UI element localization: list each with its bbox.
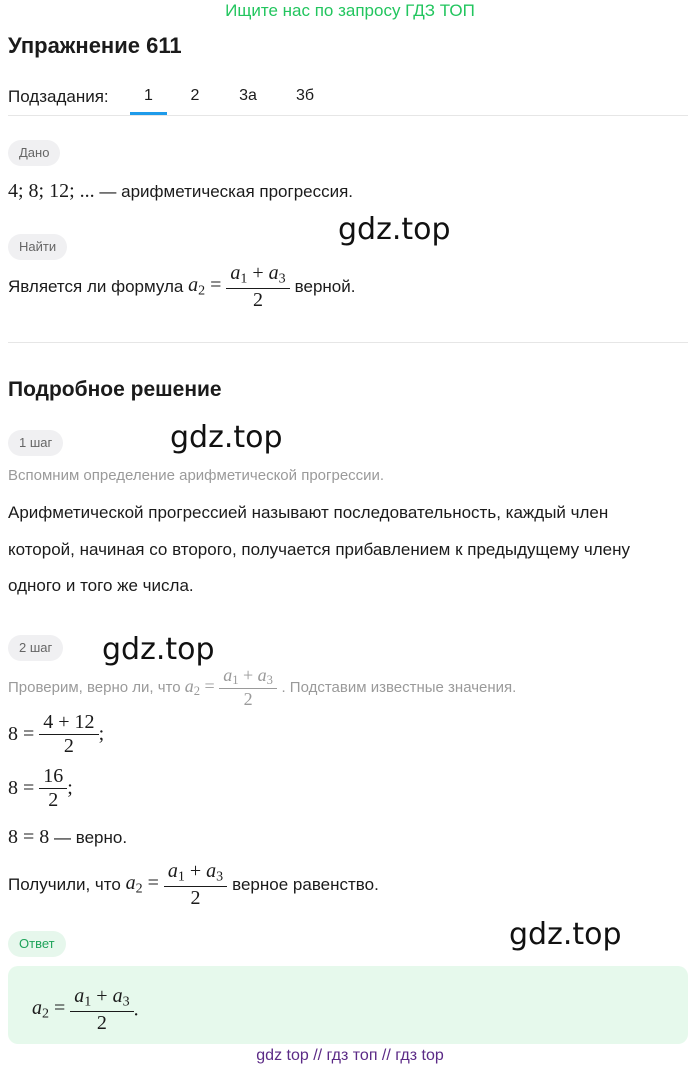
find-suffix: верной. xyxy=(294,276,356,296)
page-title: Упражнение 611 xyxy=(8,33,182,58)
tab-1[interactable]: 1 xyxy=(144,87,153,104)
equation-1: 8 = $\frac{4 + 12}{2}$ ; xyxy=(8,711,105,757)
tab-3b[interactable]: 3б xyxy=(295,87,315,104)
find-prefix: Является ли формула xyxy=(8,276,189,296)
subtasks-label: Подзадания: xyxy=(8,87,109,106)
equation-2: 8 = $\frac{16}{2}$ ; xyxy=(8,765,73,811)
fraction: $\frac{a_1 + a_3}{2}$ xyxy=(226,262,289,312)
given-text: — арифметическая прогрессия. xyxy=(94,182,354,201)
equation-3: 8 = 8 — верно. xyxy=(8,826,128,848)
watermark: gdz.top xyxy=(102,632,215,667)
given-statement xyxy=(8,180,353,203)
sequence: 4; 8; 12; ... xyxy=(8,180,95,202)
step1-badge: 1 шаг xyxy=(8,430,63,456)
find-badge: Найти xyxy=(8,234,67,260)
answer-formula: $a_2$ = $\frac{a_1 + a_3}{2}$ . xyxy=(32,985,139,1034)
solution-heading: Подробное решение xyxy=(8,378,222,401)
step2-badge: 2 шаг xyxy=(8,635,63,661)
watermark: gdz.top xyxy=(338,212,451,247)
formula-result: $a_2$ = $\frac{a_1 + a_3}{2}$ xyxy=(126,872,233,894)
step1-line2: которой, начиная со второго, получается прибавлением к предыдущему члену xyxy=(8,540,631,559)
formula-find: $a_2$ = $\frac{a_1 + a_3}{2}$ xyxy=(188,274,295,296)
step1-line3: одного и того же числа. xyxy=(8,576,194,595)
divider xyxy=(8,115,688,116)
given-badge: Дано xyxy=(8,140,60,166)
formula-hint: $a_2$ = $\frac{a_1 + a_3}{2}$ xyxy=(185,676,282,696)
watermark: gdz.top xyxy=(170,420,283,455)
watermark: gdz.top xyxy=(509,917,622,952)
divider xyxy=(8,342,688,343)
result-statement: Получили, что $a_2$ = $\frac{a_1 + a_3}{2}$ верное равенство. xyxy=(8,860,379,909)
step1-line1: Арифметической прогрессией называют последовательность, каждый член xyxy=(8,503,609,522)
tab-3a[interactable]: 3а xyxy=(239,87,257,104)
step2-hint: Проверим, верно ли, что $a_2$ = $\frac{a_1 + a_3}{2}$ . Подставим известные значения. xyxy=(8,665,517,710)
answer-badge: Ответ xyxy=(8,931,66,957)
find-statement xyxy=(8,262,355,312)
search-banner: Ищите нас по запросу ГДЗ ТОП xyxy=(225,1,475,20)
step1-hint: Вспомним определение арифметической прогрессии. xyxy=(8,467,385,484)
tab-2[interactable]: 2 xyxy=(190,87,200,104)
footer-links[interactable]: gdz top // гдз топ // гдз top xyxy=(256,1047,444,1064)
